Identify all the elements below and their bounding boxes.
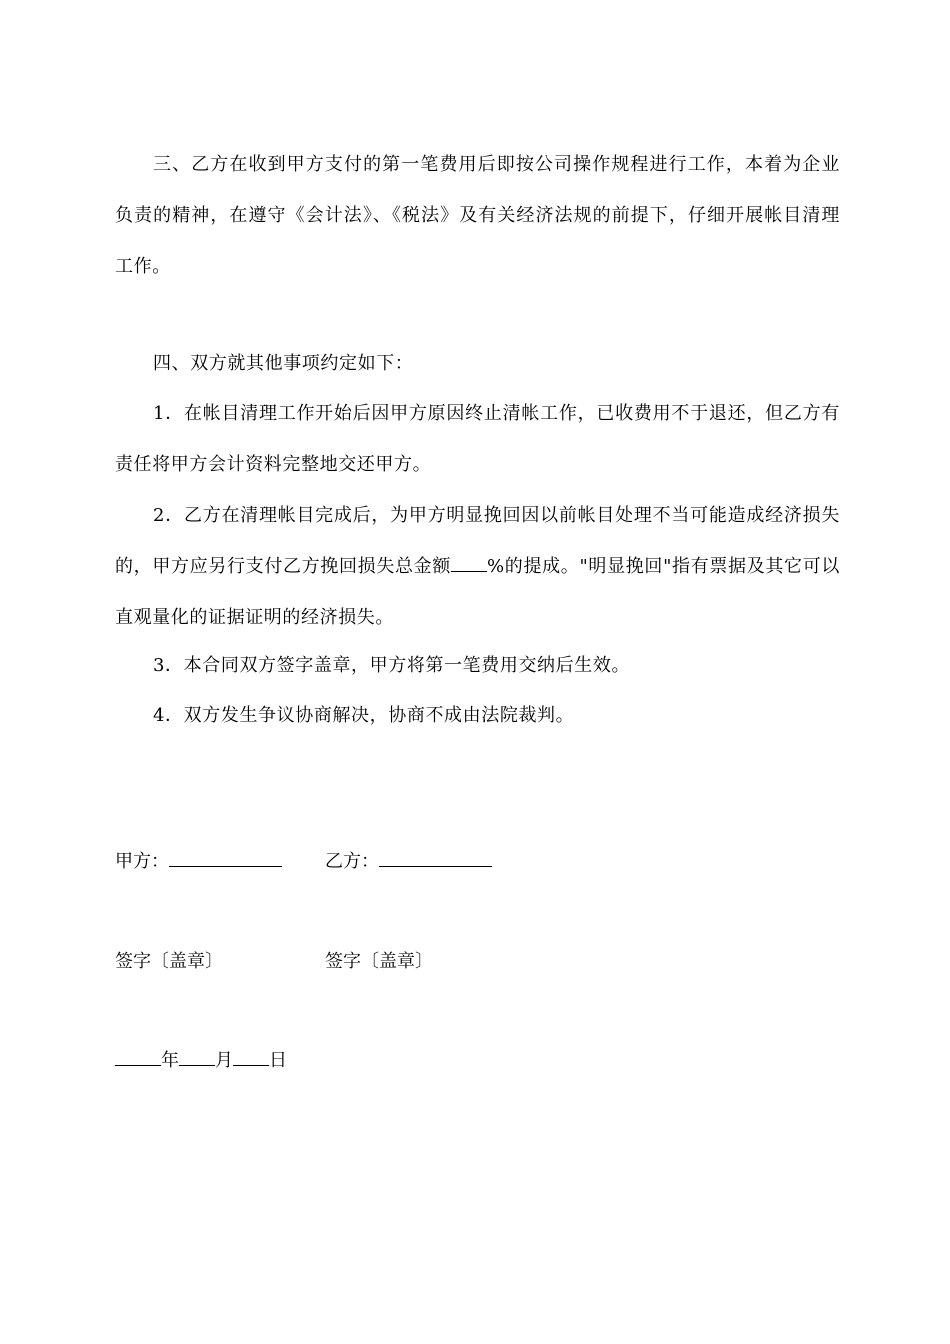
clause-3-paragraph: 三、乙方在收到甲方支付的第一笔费用后即按公司操作规程进行工作，本着为企业负责的精神，在遵守《会计法》、《税法》及有关经济法规的前提下，仔细开展帐目清理工作。 <box>115 154 840 277</box>
percentage-blank <box>451 555 487 572</box>
date-row <box>115 1049 287 1073</box>
year-label: 年 <box>161 1050 179 1071</box>
party-row <box>115 850 492 874</box>
sign-row <box>115 950 433 974</box>
clause-4-item-2-text-before: 2．乙方在清理帐目完成后，为甲方明显挽回因以前帐目处理不当可能造成经济损失的，甲方应另行支付乙方挽回损失总金额 <box>115 505 840 577</box>
year-blank <box>115 1049 161 1066</box>
day-label: 日 <box>269 1050 287 1071</box>
month-blank <box>179 1049 215 1066</box>
clause-4-item-3: 3．本合同双方签字盖章，甲方将第一笔费用交纳后生效。 <box>153 655 631 676</box>
party-a-label: 甲方： <box>115 851 169 872</box>
clause-4-item-4: 4．双方发生争议协商解决，协商不成由法院裁判。 <box>153 705 575 726</box>
party-a-field <box>115 850 325 874</box>
sign-a-label: 签字〔盖章〕 <box>115 951 223 972</box>
party-b-blank <box>379 850 492 867</box>
party-b-label: 乙方： <box>325 851 379 872</box>
party-a-blank <box>169 850 282 867</box>
clause-4-item-1: 1．在帐目清理工作开始后因甲方原因终止清帐工作，已收费用不于退还，但乙方有责任将甲方会计资料完整地交还甲方。 <box>115 403 840 475</box>
sign-b-label: 签字〔盖章〕 <box>325 951 433 972</box>
clause-4-item-2-text-after: %的提成。"明显挽回"指有票据及其它可以直观量化的证据证明的经济损失。 <box>115 556 840 628</box>
month-label: 月 <box>215 1050 233 1071</box>
clause-4-heading: 四、双方就其他事项约定如下： <box>153 353 414 374</box>
party-b-field <box>325 850 492 874</box>
day-blank <box>233 1049 269 1066</box>
clause-4-item-2 <box>115 490 840 643</box>
